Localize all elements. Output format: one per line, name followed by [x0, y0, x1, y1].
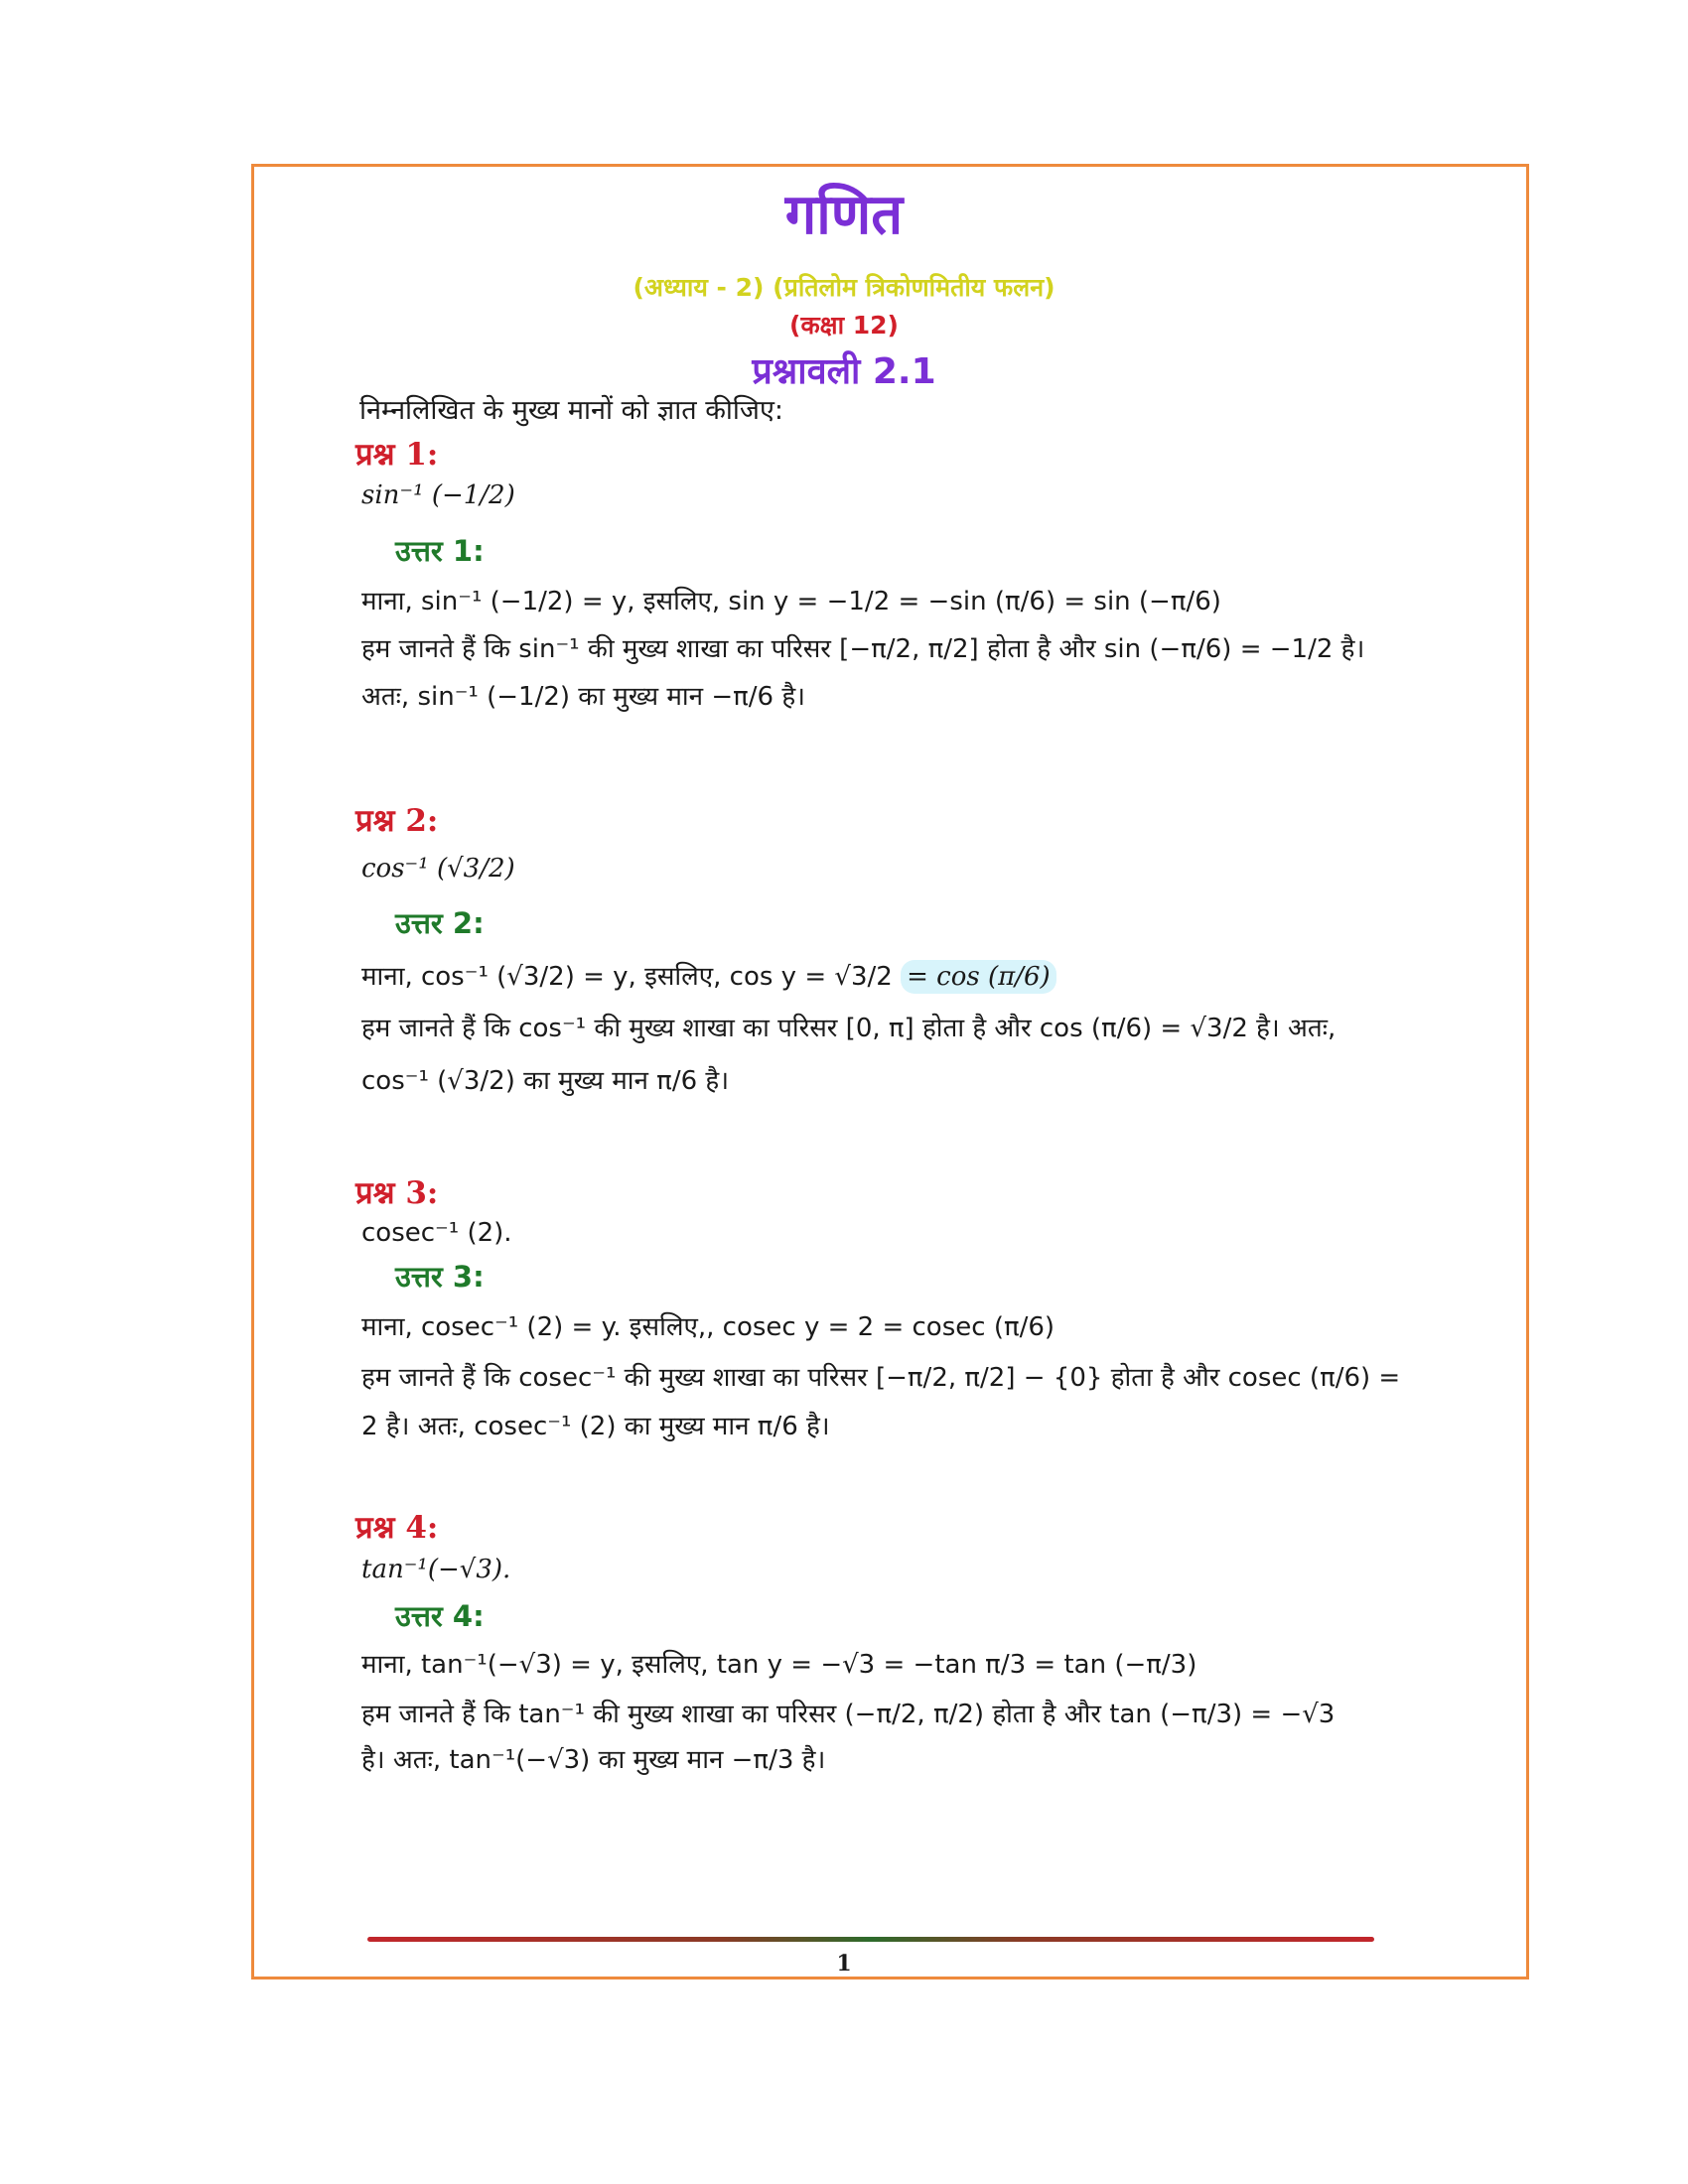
answer-4-line-1: माना, tan⁻¹(−√3) = y, इसलिए, tan y = −√3 = −tan π/3 = tan (−π/3): [361, 1650, 1197, 1680]
exercise-heading: प्रश्नावली 2.1: [752, 351, 936, 392]
class-heading: (कक्षा 12): [789, 311, 899, 340]
footer-divider: [367, 1937, 1374, 1942]
answer-3-line-1: माना, cosec⁻¹ (2) = y. इसलिए,, cosec y = 2 = cosec (π/6): [361, 1312, 1055, 1342]
question-4-label: प्रश्न 4:: [355, 1510, 439, 1546]
page-title: गणित: [784, 183, 904, 247]
question-2-expression: cos⁻¹ (√3/2): [361, 854, 515, 884]
answer-3-line-2: हम जानते हैं कि cosec⁻¹ की मुख्य शाखा का परिसर [−π/2, π/2] − {0} होता है और cosec (π/6) =: [361, 1363, 1401, 1393]
answer-4-line-2: हम जानते हैं कि tan⁻¹ की मुख्य शाखा का परिसर (−π/2, π/2) होता है और tan (−π/3) = −√3: [361, 1700, 1336, 1729]
highlighted-expression: = cos (π/6): [901, 960, 1056, 994]
answer-4-line-3: है। अतः, tan⁻¹(−√3) का मुख्य मान −π/3 है।: [361, 1745, 826, 1775]
answer-2-line-2: हम जानते हैं कि cos⁻¹ की मुख्य शाखा का परिसर [0, π] होता है और cos (π/6) = √3/2 है। अतः,: [361, 1014, 1336, 1043]
question-4-expression: tan⁻¹(−√3).: [361, 1555, 511, 1584]
answer-3-label: उत्तर 3:: [395, 1260, 485, 1294]
answer-4-label: उत्तर 4:: [395, 1599, 485, 1633]
question-1-label: प्रश्न 1:: [355, 437, 439, 473]
answer-1-label: उत्तर 1:: [395, 534, 485, 568]
answer-2-line-1: [361, 957, 1056, 993]
answer-2-line-3: cos⁻¹ (√3/2) का मुख्य मान π/6 है।: [361, 1066, 730, 1096]
chapter-heading: (अध्याय - 2) (प्रतिलोम त्रिकोणमितीय फलन): [633, 273, 1055, 302]
answer-1-line-1: माना, sin⁻¹ (−1/2) = y, इसलिए, sin y = −1/2 = −sin (π/6) = sin (−π/6): [361, 587, 1221, 616]
question-3-label: प्रश्न 3:: [355, 1175, 439, 1211]
instruction-text: निम्नलिखित के मुख्य मानों को ज्ञात कीजिए:: [359, 395, 783, 426]
question-2-label: प्रश्न 2:: [355, 803, 439, 839]
question-1-expression: sin⁻¹ (−1/2): [361, 480, 515, 510]
answer-1-line-3: अतः, sin⁻¹ (−1/2) का मुख्य मान −π/6 है।: [361, 682, 806, 712]
answer-2-line-1-text: माना, cos⁻¹ (√3/2) = y, इसलिए, cos y = √3/2: [361, 962, 893, 992]
answer-2-label: उत्तर 2:: [395, 906, 485, 940]
question-3-expression: cosec⁻¹ (2).: [361, 1218, 512, 1248]
page-number: 1: [836, 1951, 852, 1977]
answer-3-line-3: 2 है। अतः, cosec⁻¹ (2) का मुख्य मान π/6 है।: [361, 1412, 830, 1441]
answer-1-line-2: हम जानते हैं कि sin⁻¹ की मुख्य शाखा का परिसर [−π/2, π/2] होता है और sin (−π/6) = −1/2 है।: [361, 634, 1365, 664]
